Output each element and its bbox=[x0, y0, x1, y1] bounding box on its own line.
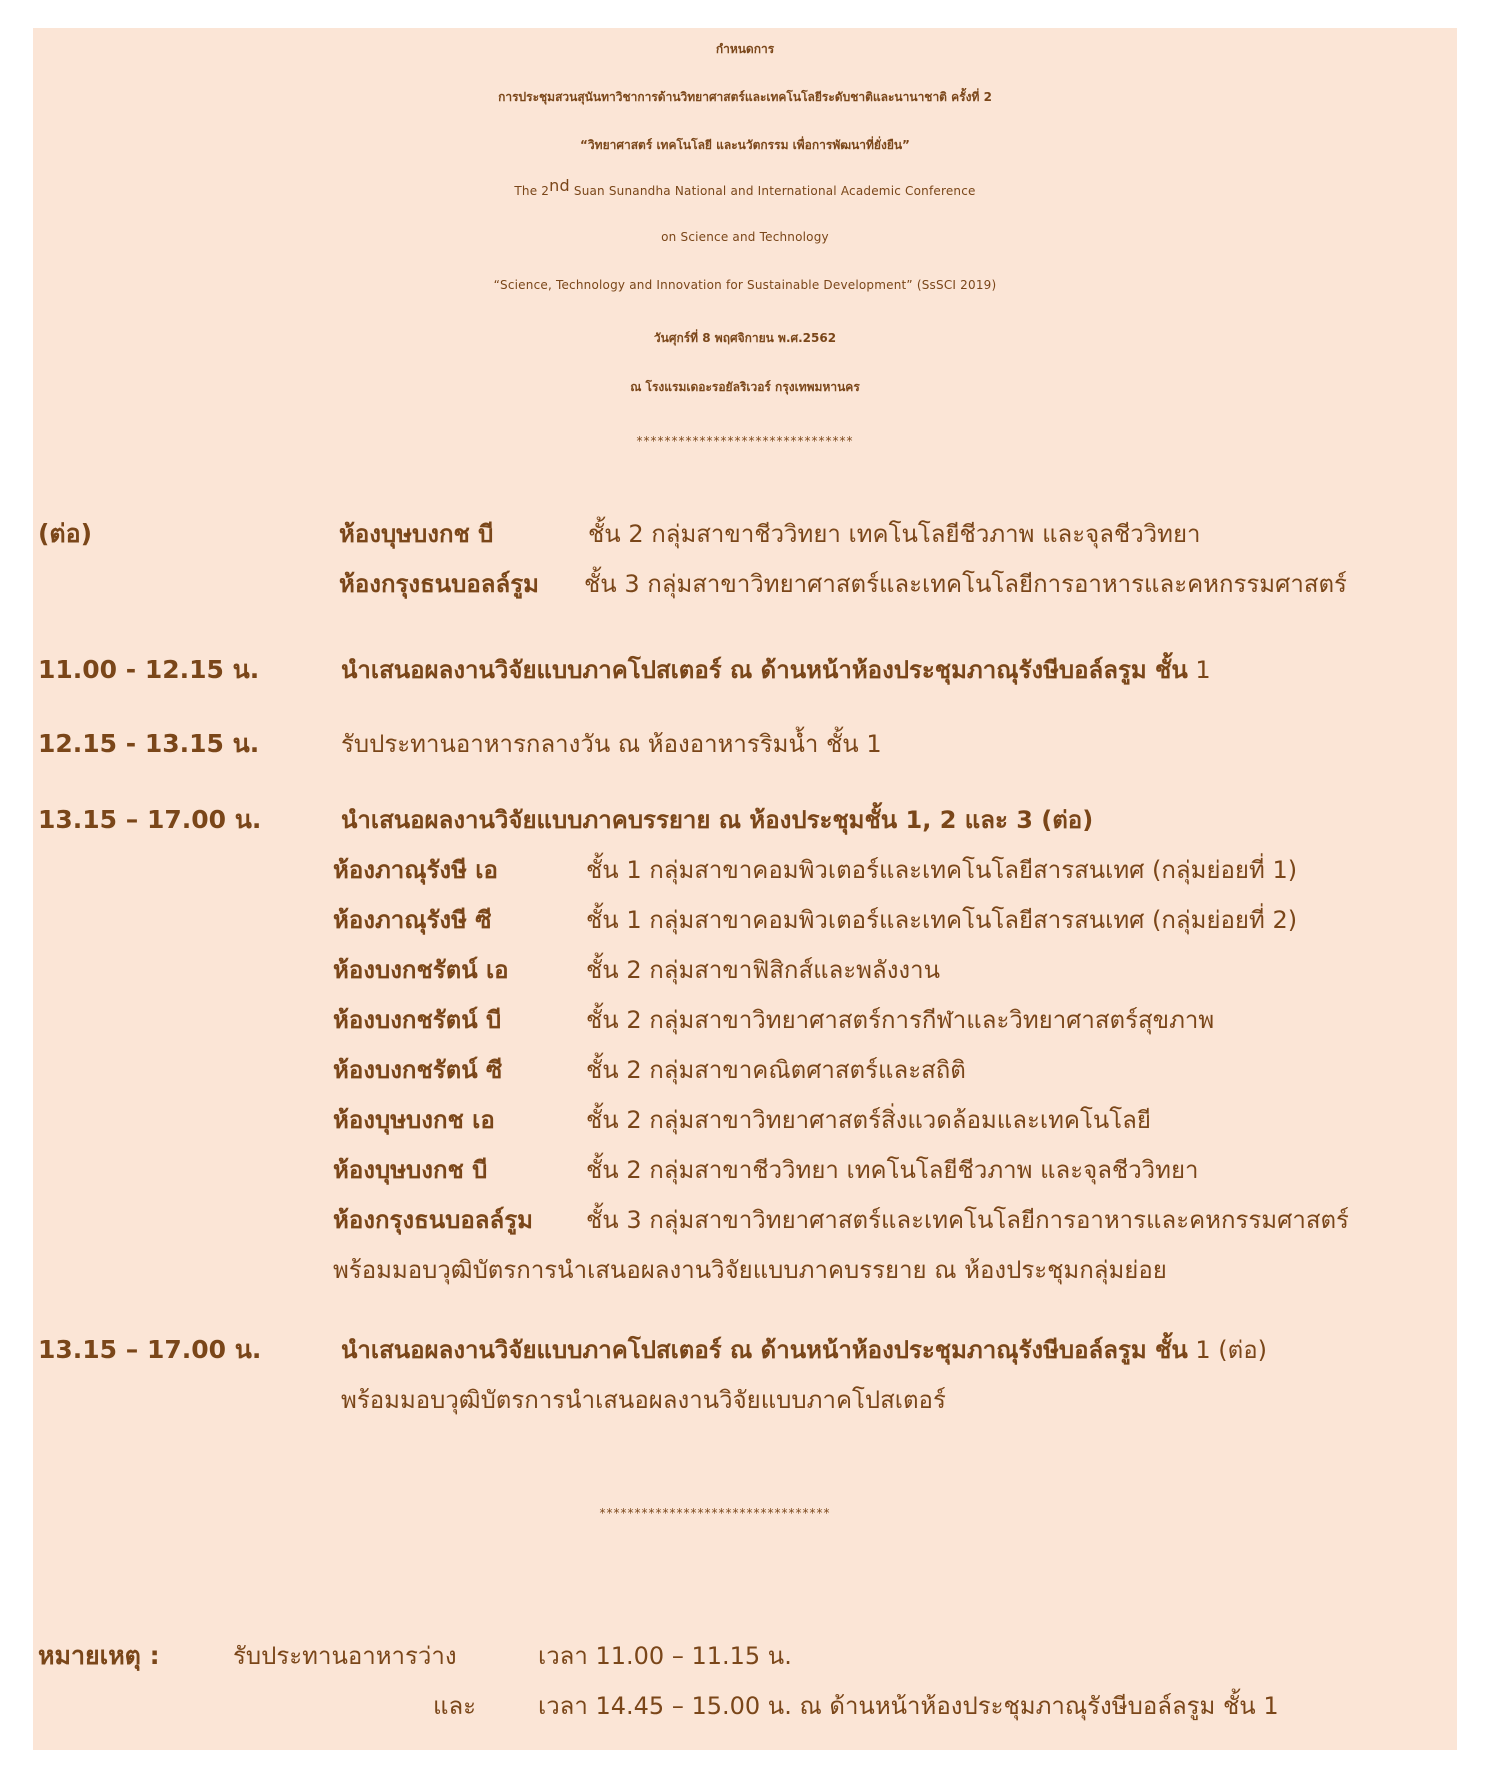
slot-time: 12.15 - 13.15 น. bbox=[38, 729, 260, 758]
room-detail: ชั้น 2 กลุ่มสาขาชีววิทยา เทคโนโลยีชีวภาพ และจุลชีววิทยา bbox=[586, 1156, 1199, 1184]
room-name: ห้องบุษบงกช บี bbox=[339, 520, 494, 548]
room-detail: ชั้น 3 กลุ่มสาขาวิทยาศาสตร์และเทคโนโลยีการอาหารและคหกรรมศาสตร์ bbox=[586, 1206, 1349, 1234]
room-detail: ชั้น 3 กลุ่มสาขาวิทยาศาสตร์และเทคโนโลยีการอาหารและคหกรรมศาสตร์ bbox=[584, 570, 1347, 598]
note-time-1: เวลา 11.00 – 11.15 น. bbox=[538, 1642, 792, 1670]
note-item: รับประทานอาหารว่าง bbox=[233, 1642, 457, 1670]
room-name: ห้องบงกชรัตน์ ซี bbox=[333, 1056, 503, 1084]
room-detail: ชั้น 1 กลุ่มสาขาคอมพิวเตอร์และเทคโนโลยีสารสนเทศ (กลุ่มย่อยที่ 2) bbox=[586, 906, 1298, 934]
conference-theme-en: “Science, Technology and Innovation for Sustainable Development” (SsSCI 2019) bbox=[493, 278, 997, 292]
room-name: ห้องบุษบงกช บี bbox=[333, 1156, 488, 1184]
conference-venue: ณ โรงแรมเดอะรอยัลริเวอร์ กรุงเทพมหานคร bbox=[630, 380, 860, 394]
slot-activity: นำเสนอผลงานวิจัยแบบภาคโปสเตอร์ ณ ด้านหน้าห้องประชุมภาณุรังษีบอล์ลรูม ชั้น 1 (ต่อ) bbox=[341, 1336, 1267, 1364]
cont-label: (ต่อ) bbox=[38, 519, 93, 548]
room-detail: ชั้น 2 กลุ่มสาขาวิทยาศาสตร์สิ่งแวดล้อมและเทคโนโลยี bbox=[586, 1106, 1151, 1134]
room-detail: ชั้น 2 กลุ่มสาขาชีววิทยา เทคโนโลยีชีวภาพ และจุลชีววิทยา bbox=[588, 520, 1201, 548]
slot-activity: นำเสนอผลงานวิจัยแบบภาคบรรยาย ณ ห้องประชุมชั้น 1, 2 และ 3 (ต่อ) bbox=[341, 806, 1094, 834]
room-detail: ชั้น 2 กลุ่มสาขาคณิตศาสตร์และสถิติ bbox=[586, 1056, 966, 1084]
slot-time: 13.15 – 17.00 น. bbox=[38, 1335, 262, 1364]
room-name: ห้องภาณุรังษี เอ bbox=[333, 856, 498, 884]
room-detail: ชั้น 2 กลุ่มสาขาฟิสิกส์และพลังงาน bbox=[586, 956, 941, 984]
room-name: ห้องภาณุรังษี ซี bbox=[333, 906, 492, 934]
room-name: ห้องกรุงธนบอลล์รูม bbox=[339, 570, 539, 598]
room-name: ห้องบงกชรัตน์ บี bbox=[333, 1006, 502, 1034]
room-detail: ชั้น 1 กลุ่มสาขาคอมพิวเตอร์และเทคโนโลยีสารสนเทศ (กลุ่มย่อยที่ 1) bbox=[586, 856, 1298, 884]
conference-title-th: การประชุมสวนสุนันทาวิชาการด้านวิทยาศาสตร์และเทคโนโลยีระดับชาติและนานาชาติ ครั้งที่ 2 bbox=[498, 90, 992, 104]
note-label: หมายเหตุ : bbox=[38, 1641, 160, 1670]
doc-title: กำหนดการ bbox=[715, 42, 775, 56]
slot-time: 11.00 - 12.15 น. bbox=[38, 655, 260, 684]
note-time-2: เวลา 14.45 – 15.00 น. ณ ด้านหน้าห้องประชุมภาณุรังษีบอล์ลรูม ชั้น 1 bbox=[538, 1692, 1279, 1720]
room-detail: ชั้น 2 กลุ่มสาขาวิทยาศาสตร์การกีฬาและวิทยาศาสตร์สุขภาพ bbox=[586, 1006, 1215, 1034]
poster-cert-note: พร้อมมอบวุฒิบัตรการนำเสนอผลงานวิจัยแบบภาคโปสเตอร์ bbox=[341, 1386, 946, 1414]
lecture-cert-note: พร้อมมอบวุฒิบัตรการนำเสนอผลงานวิจัยแบบภาคบรรยาย ณ ห้องประชุมกลุ่มย่อย bbox=[333, 1256, 1167, 1284]
room-name: ห้องบุษบงกช เอ bbox=[333, 1106, 495, 1134]
note-and: และ bbox=[433, 1692, 477, 1720]
conference-date: วันศุกร์ที่ 8 พฤศจิกายน พ.ศ.2562 bbox=[653, 331, 837, 345]
slot-activity: นำเสนอผลงานวิจัยแบบภาคโปสเตอร์ ณ ด้านหน้าห้องประชุมภาณุรังษีบอล์ลรูม ชั้น 1 bbox=[341, 656, 1211, 684]
footer-divider: ********************************* bbox=[599, 1506, 831, 1520]
conference-title-en: The 2nd Suan Sunandha National and International Academic Conference bbox=[514, 176, 976, 198]
slot-time: 13.15 – 17.00 น. bbox=[38, 805, 262, 834]
slot-activity: รับประทานอาหารกลางวัน ณ ห้องอาหารริมน้ำ ชั้น 1 bbox=[341, 730, 882, 758]
schedule-panel bbox=[33, 28, 1457, 1750]
room-name: ห้องบงกชรัตน์ เอ bbox=[333, 956, 509, 984]
conference-theme-th: “วิทยาศาสตร์ เทคโนโลยี และนวัตกรรม เพื่อการพัฒนาที่ยั่งยืน” bbox=[580, 138, 910, 152]
header-divider: ******************************* bbox=[636, 434, 854, 448]
room-name: ห้องกรุงธนบอลล์รูม bbox=[333, 1206, 533, 1234]
conference-subtitle-en: on Science and Technology bbox=[661, 230, 829, 244]
